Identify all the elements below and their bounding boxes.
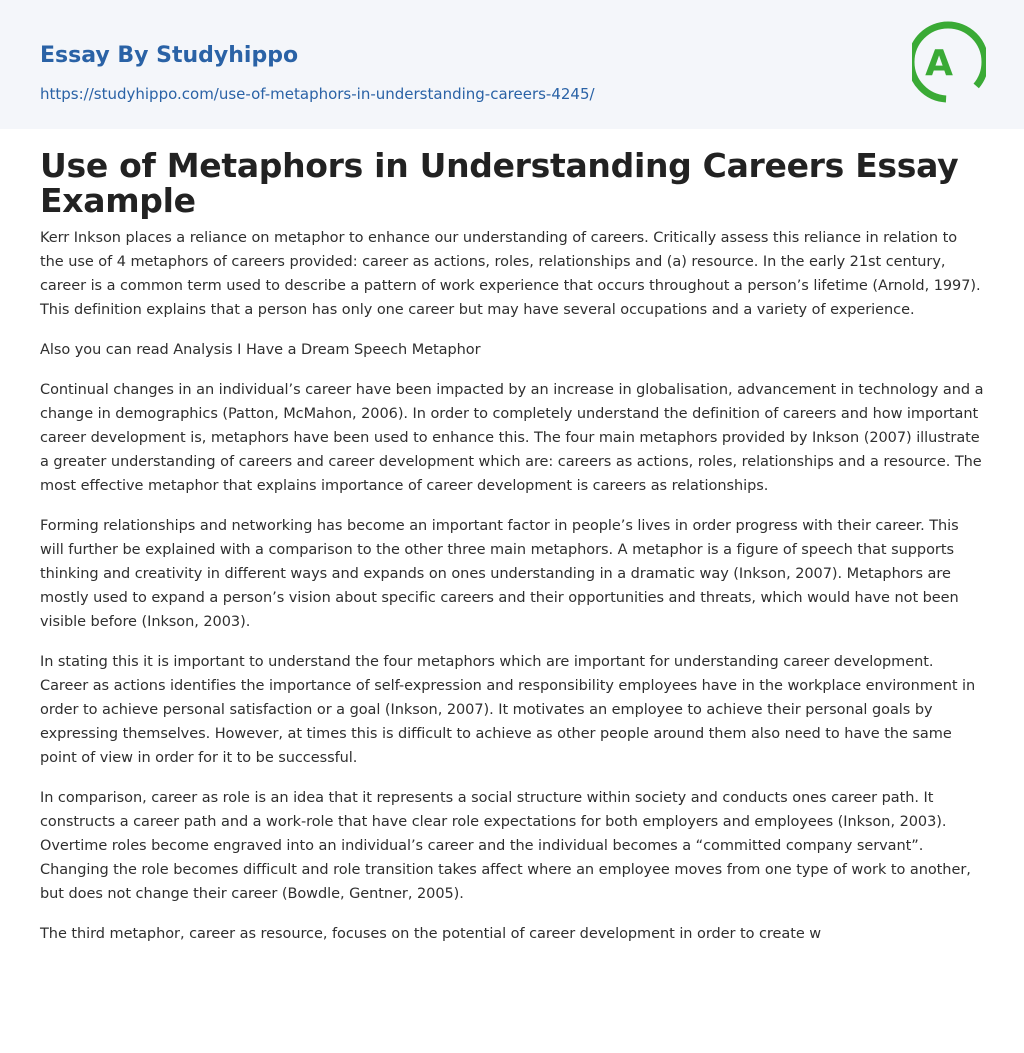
related-essay-link[interactable]: Also you can read Analysis I Have a Dream Speech Metaphor — [40, 342, 481, 358]
source-url-link[interactable]: https://studyhippo.com/use-of-metaphors-in-understanding-careers-4245/ — [40, 85, 595, 103]
essay-title: Use of Metaphors in Understanding Careers Essay Example — [40, 146, 959, 220]
paragraph-1: Kerr Inkson places a reliance on metaphor to enhance our understanding of careers. Critically assess this reliance in relation to the use of 4 metaphors of careers provided: career as actions, roles, relationships and (a) resource. In the early 21st century, career is a common term used to describe a pattern of work experience that occurs throughout a person’s lifetime (Arnold, 1997). This definition explains that a person has only one career but may have several occupations and a variety of experience. — [40, 230, 981, 318]
logo-letter: A — [925, 43, 953, 84]
paragraph-5: In comparison, career as role is an idea that it represents a social structure within society and conducts ones career path. It constructs a career path and a work-role that have clear role expectations for both employers and employees (Inkson, 2003). Overtime roles become engraved into an individual’s career and the individual becomes a “committed company servant”. Changing the role becomes difficult and role transition takes affect where an employee moves from one type of work to another, but does not change their career (Bowdle, Gentner, 2005). — [40, 790, 971, 902]
studyhippo-logo-icon[interactable] — [912, 20, 986, 106]
paragraph-6-truncated: The third metaphor, career as resource, focuses on the potential of career development in order to create w — [40, 926, 822, 942]
paragraph-4: In stating this it is important to understand the four metaphors which are important for understanding career development. Career as actions identifies the importance of self-expression and responsibility employees have in the workplace environment in order to achieve personal satisfaction or a goal (Inkson, 2007). It motivates an employee to achieve their personal goals by expressing themselves. However, at times this is difficult to achieve as other people around them also need to have the same point of view in order for it to be successful. — [40, 654, 976, 766]
paragraph-3: Forming relationships and networking has become an important factor in people’s lives in order progress with their career. This will further be explained with a comparison to the other three main metaphors. A metaphor is a figure of speech that supports thinking and creativity in different ways and expands on ones understanding in a dramatic way (Inkson, 2007). Metaphors are mostly used to expand a person’s vision about specific careers and their opportunities and threats, which would have not been visible before (Inkson, 2003). — [40, 518, 959, 630]
article-content — [40, 148, 984, 962]
site-brand[interactable]: Essay By Studyhippo — [40, 43, 299, 68]
site-header — [0, 0, 1024, 129]
paragraph-2: Continual changes in an individual’s career have been impacted by an increase in globalisation, advancement in technology and a change in demographics (Patton, McMahon, 2006). In order to completely understand the definition of careers and how important career development is, metaphors have been used to enhance this. The four main metaphors provided by Inkson (2007) illustrate a greater understanding of careers and career development which are: careers as actions, roles, relationships and a resource. The most effective metaphor that explains importance of career development is careers as relationships. — [40, 382, 984, 494]
